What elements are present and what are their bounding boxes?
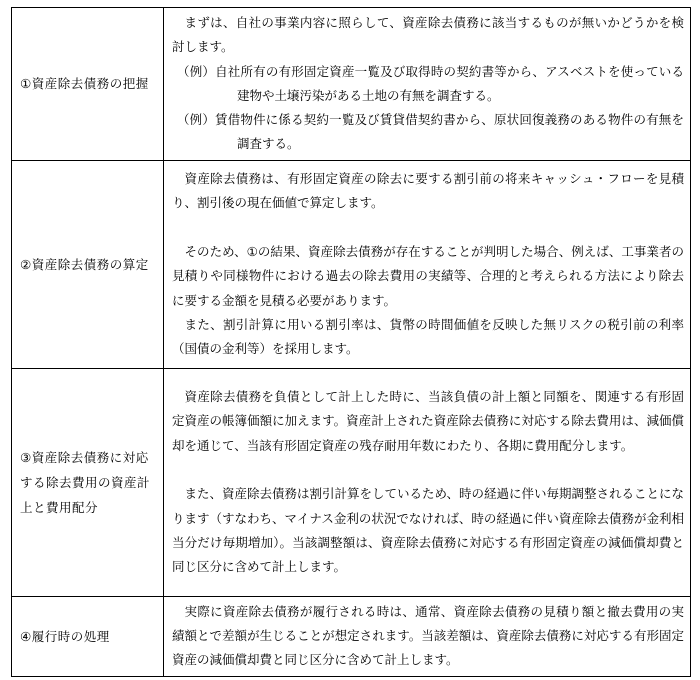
row-label: ④履行時の処理 xyxy=(12,596,164,676)
paragraph: 実際に資産除去債務が履行される時は、通常、資産除去債務の見積り額と撤去費用の実績額とで差額が生じることが想定されます。当該差額は、資産除去債務に対応する有形固定資産の減価償却費と同じ区分に含めて計上します。 xyxy=(172,603,684,668)
table-row xyxy=(12,160,691,368)
row-label: ①資産除去債務の把握 xyxy=(12,8,164,161)
row-content xyxy=(164,596,691,676)
procedure-table xyxy=(11,7,691,677)
table-row xyxy=(12,596,691,676)
table-row xyxy=(12,368,691,596)
table-row xyxy=(12,8,691,161)
example-item: （例）自社所有の有形固定資産一覧及び取得時の契約書等から、アスベストを使っている建物や土壌汚染がある土地の有無を調査する。 xyxy=(177,63,684,103)
spacer xyxy=(172,216,684,240)
row-label: ②資産除去債務の算定 xyxy=(12,160,164,368)
example-item: （例）賃借物件に係る契約一覧及び賃貸借契約書から、原状回復義務のある物件の有無を調査する。 xyxy=(177,112,684,152)
row-content xyxy=(164,160,691,368)
paragraph: また、資産除去債務は割引計算をしているため、時の経過に伴い毎期調整されることになります（すなわち、マイナス金利の状況でなければ、時の経過に伴い資産除去債務が金利相当分だけ毎期増加）。当該調整額は、資産除去債務に対応する有形固定資産の減価償却費と同じ区分に含めて計上します。 xyxy=(172,486,685,575)
paragraph: まずは、自社の事業内容に照らして、資産除去債務に該当するものが無いかどうかを検討します。 xyxy=(172,15,684,55)
row-label: ③資産除去債務に対応する除去費用の資産計上と費用配分 xyxy=(12,368,164,596)
paragraph: また、割引計算に用いる割引率は、貨幣の時間価値を反映した無リスクの税引前の利率（国債の金利等）を採用します。 xyxy=(172,316,684,357)
row-content xyxy=(164,8,691,161)
spacer xyxy=(172,458,684,482)
row-content xyxy=(164,368,691,596)
paragraph: 資産除去債務を負債として計上した時に、当該負債の計上額と同額を、関連する有形固定資産の帳簿価額に加えます。資産計上された資産除去債務に対応する除去費用は、減価償却を通じて、当該有形固定資産の残存耐用年数にわたり、各期に費用配分します。 xyxy=(172,389,684,453)
paragraph: そのため、①の結果、資産除去債務が存在することが判明した場合、例えば、工事業者の見積りや同様物件における過去の除去費用の実績等、合理的と考えられる方法により除去に要する金額を見積る必要があります。 xyxy=(172,243,684,308)
paragraph: 資産除去債務は、有形固定資産の除去に要する割引前の将来キャッシュ・フローを見積り、割引後の現在価値で算定します。 xyxy=(172,171,684,211)
